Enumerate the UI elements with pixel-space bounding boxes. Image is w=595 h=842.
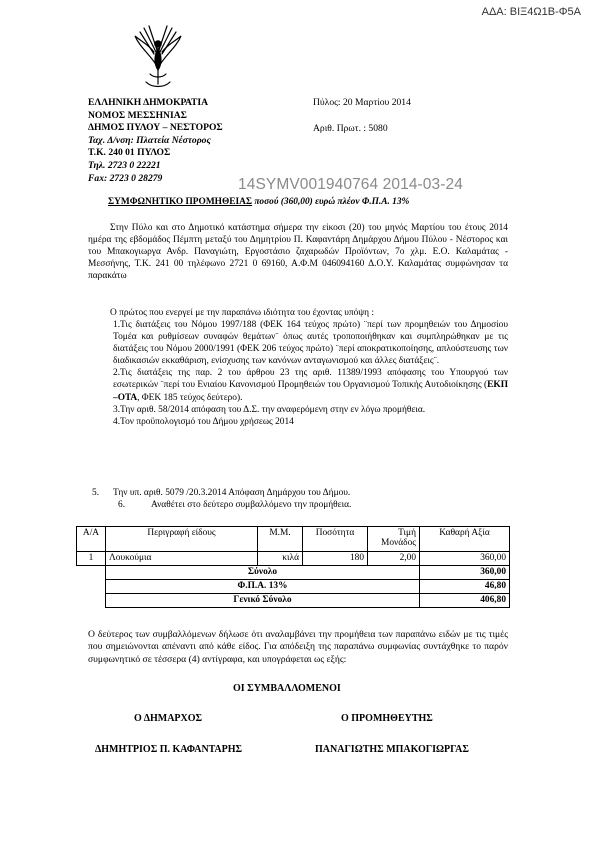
list-item-5-number: 5.: [92, 488, 100, 498]
column-header: Καθαρή Αξία: [420, 527, 510, 552]
list-item: 3.Την αριθ. 58/2014 απόφαση του Δ.Σ. την αναφερόμενη στην εν λόγω προμήθεια.: [113, 404, 426, 415]
supplier-name: ΠΑΝΑΓΙΩΤΗΣ ΜΠΑΚΟΓΙΩΡΓΑΣ: [315, 744, 469, 755]
column-header: Τιμή Μονάδος: [368, 527, 420, 552]
header-municipality: ΔΗΜΟΣ ΠΥΛΟΥ – ΝΕΣΤΟΡΟΣ: [88, 122, 223, 134]
table-cell: Λουκούμια: [106, 552, 258, 566]
intro-paragraph: Στην Πύλο και στο Δημοτικό κατάστημα σήμερα την είκοσι (20) του μηνός Μαρτίου του έτους 2014 ημέρα της εβδομάδος Πέμπτη μεταξύ του Δημητρίου Π. Καφαντάρη Δημάρχου Δήμου Πύλου - Νέστορος και του Μπακογιωργα Ανδρ. Παναγιώτη, Εργοστάσιο ζαχαρωδών Προϊόντων, 7ο χλμ. Ε.Ο. Καλαμάτας - Μεσσήνης, Τ.Κ. 241 00 τηλέφωνο 2721 0 69160, Α.Φ.Μ 046094160 Δ.Ο.Υ. Καλαμάτας συμφώνησαν τα παρακάτω: [88, 223, 508, 282]
subtotal-label: Σύνολο: [106, 566, 420, 580]
items-table: [76, 526, 510, 608]
table-cell: 360,00: [420, 552, 510, 566]
column-header: Μ.Μ.: [258, 527, 303, 552]
column-header: Περιγραφή είδους: [106, 527, 258, 552]
subtotal-value: 360,00: [420, 566, 510, 580]
list-item-5: Την υπ. αριθ. 5079 /20.3.2014 Απόφαση Δημάρχου του Δήμου.: [113, 488, 351, 498]
header-fax: Fax: 2723 0 28279: [88, 172, 163, 184]
parties-heading: ΟΙ ΣΥΜΒΑΛΛΟΜΕΝΟΙ: [233, 683, 341, 694]
protocol-number: Αριθ. Πρωτ. : 5080: [313, 123, 388, 134]
closing-paragraph: Ο δεύτερος των συμβαλλόμενων δήλωσε ότι αναλαμβάνει την προμήθεια των παραπάνω ειδών με τις τιμές που σημειώνονται απέναντι από κάθε είδος. Για απόδειξη της παραπάνω συμφωνίας συντάχθηκε το παρόν συμφωνητικό σε τέσσερα (4) αντίγραφα, και υπογράφεται ως εξής:: [88, 629, 508, 665]
supplier-role: Ο ΠΡΟΜΗΘΕΥΤΗΣ: [341, 713, 433, 724]
total-value: 406,80: [420, 594, 510, 608]
subtotal-row: [77, 566, 510, 580]
mayor-role: Ο ΔΗΜΑΡΧΟΣ: [134, 713, 203, 724]
first-party-clause: Ο πρώτος που ενεργεί με την παραπάνω ιδιότητα του έχοντας υπόψη :: [110, 308, 375, 318]
greek-emblem-icon: [132, 22, 184, 92]
header-prefecture: ΝΟΜΟΣ ΜΕΣΣΗΝΙΑΣ: [88, 109, 187, 121]
list-item: 1.Τις διατάξεις του Νόμου 1997/188 (ΦΕΚ 164 τεύχος πρώτο) ¨περί των προμηθειών του Δημοσίου Τομέα και ρυθμίσεων συναφών θεμάτων¨ όπως αυτές τροποποιήθηκαν και συμπληρώθηκαν με τις διατάξεις του Νόμου 2000/1991 (ΦΕΚ 206 τεύχος πρώτο) ¨περί αποκρατικοποίησης, απλούστευσης των διαδικασιών εκκαθάριση, ενίσχυσης των κανόνων ανταγωνισμού και άλλες διατάξεις¨.: [113, 320, 508, 367]
ada-code: ΑΔΑ: ΒΙΞ4Ω1Β-Φ5Α: [481, 6, 581, 18]
total-label: Γενικό Σύνολο: [106, 594, 420, 608]
place-date: Πύλος: 20 Μαρτίου 2014: [313, 97, 411, 108]
table-cell: 1: [77, 552, 106, 566]
total-row: [77, 594, 510, 608]
table-cell: 180: [303, 552, 368, 566]
header-address: Ταχ. Δ/νση: Πλατεία Νέστορος: [88, 134, 211, 146]
header-postcode: Τ.Κ. 240 01 ΠΥΛΟΣ: [88, 147, 171, 159]
table-header-row: [77, 527, 510, 552]
considerations-list: [113, 319, 508, 428]
list-item-6: Αναθέτει στο δεύτερο συμβαλλόμενο την προμήθεια.: [151, 500, 352, 510]
list-item: 2.Τις διατάξεις της παρ. 2 του άρθρου 23 της αριθ. 11389/1993 απόφασης του Υπουργού των εσωτερικών ¨περί του Ενιαίου Κανονισμού Προμηθειών του Οργανισμού Τοπικής Αυτοδιοίκησης (ΕΚΠ –ΟΤΑ, ΦΕΚ 185 τεύχος δεύτερο).: [113, 368, 508, 403]
authority-header: [88, 97, 223, 185]
title-amount: ποσού (360,00) ευρώ πλέον Φ.Π.Α. 13%: [254, 197, 410, 207]
mayor-name: ΔΗΜΗΤΡΙΟΣ Π. ΚΑΦΑΝΤΑΡΗΣ: [95, 744, 243, 755]
list-item: 4.Τον προϋπολογισμό του Δήμου χρήσεως 2014: [113, 416, 294, 427]
table-cell: κιλά: [258, 552, 303, 566]
header-country: ΕΛΛΗΝΙΚΗ ΔΗΜΟΚΡΑΤΙΑ: [88, 97, 209, 108]
table-cell: 2,00: [368, 552, 420, 566]
column-header: Α/Α: [77, 527, 106, 552]
title-main: ΣΥΜΦΩΝΗΤΙΚΟ ΠΡΟΜΗΘΕΙΑΣ: [108, 197, 253, 207]
diavgeia-stamp: 14SYMV001940764 2014-03-24: [238, 176, 463, 193]
list-item-6-number: 6.: [118, 500, 126, 510]
table-row: [77, 552, 510, 566]
document-title: [108, 197, 409, 207]
vat-label: Φ.Π.Α. 13%: [106, 580, 420, 594]
column-header: Ποσότητα: [303, 527, 368, 552]
header-phone: Τηλ. 2723 0 22221: [88, 159, 161, 171]
vat-value: 46,80: [420, 580, 510, 594]
vat-row: [77, 580, 510, 594]
